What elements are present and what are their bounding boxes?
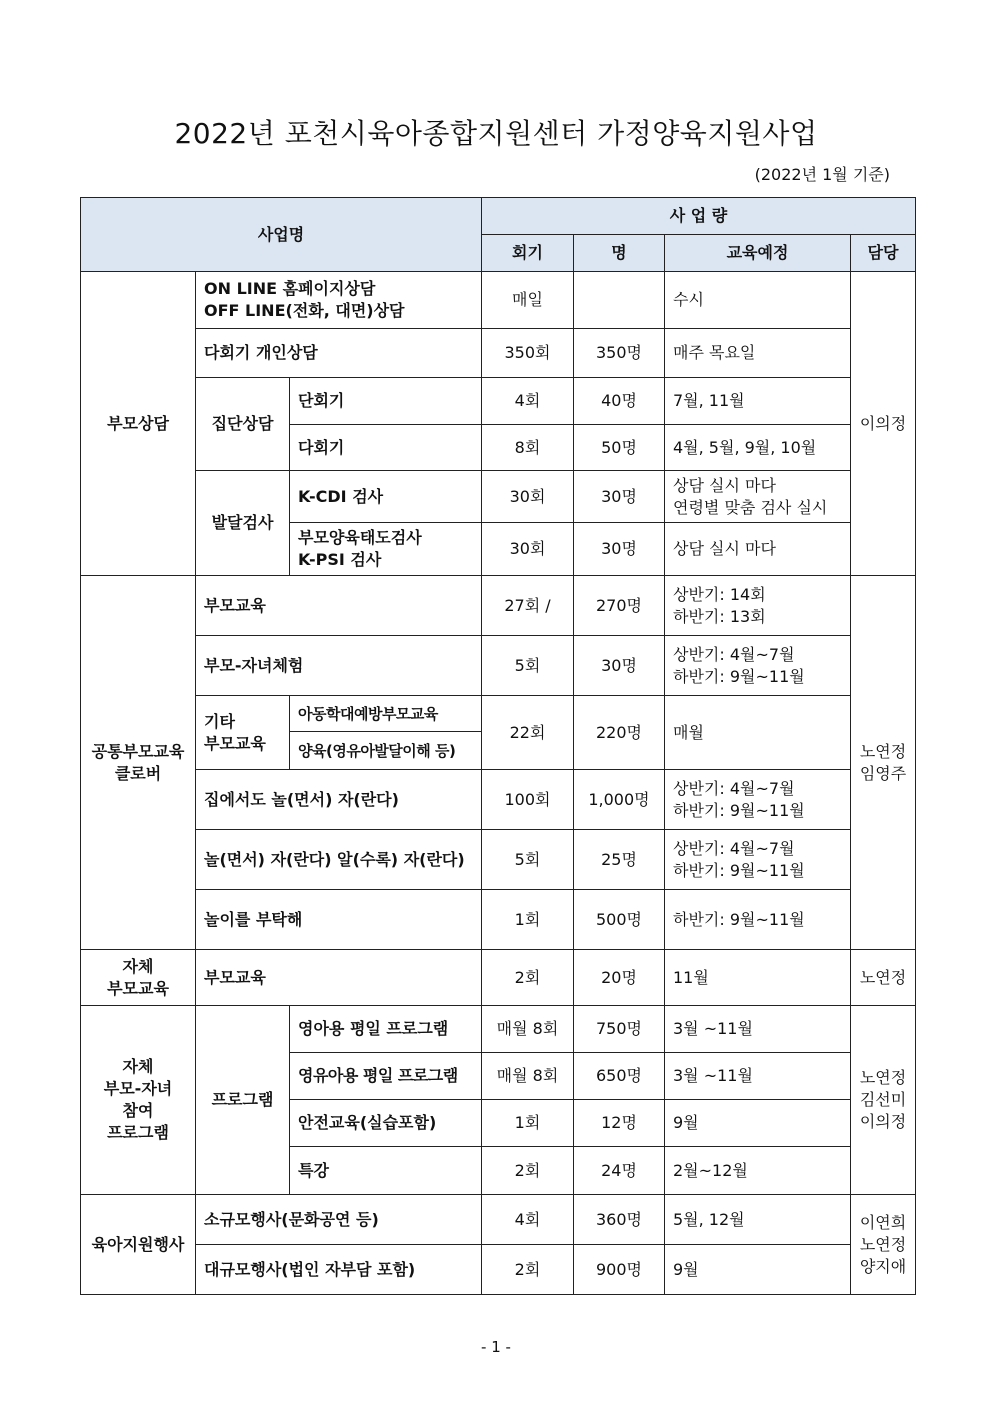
item-name: 대규모행사(법인 자부담 포함) [196,1245,482,1295]
section-label-events: 육아지원행사 [81,1195,196,1295]
item-name: K-CDI 검사 [290,471,482,523]
item-schedule: 매월 [665,696,851,770]
item-sessions: 2회 [482,950,574,1006]
item-sessions: 8회 [482,425,574,471]
date-basis: (2022년 1월 기준) [754,165,890,184]
item-name: 부모교육 [196,576,482,636]
item-name: 소규모행사(문화공연 등) [196,1195,482,1245]
item-sessions: 30회 [482,471,574,523]
table-row [81,471,916,523]
item-name: ON LINE 홈페이지상담 OFF LINE(전화, 대면)상담 [196,272,482,329]
item-name: 부모교육 [196,950,482,1006]
item-sessions: 27회 / [482,576,574,636]
item-sessions: 4회 [482,1195,574,1245]
header-row-1 [81,198,916,235]
item-name: 양육(영유아발달이해 등) [290,732,482,770]
header-volume: 사 업 량 [482,198,916,235]
item-sessions: 매일 [482,272,574,329]
item-people: 360명 [574,1195,665,1245]
item-people: 270명 [574,576,665,636]
document-title: 2022년 포천시육아종합지원센터 가정양육지원사업 [174,117,818,150]
section-label-self-program: 자체 부모-자녀 참여 프로그램 [81,1006,196,1195]
table-row [81,1245,916,1295]
business-table [80,197,916,1295]
item-sessions: 매월 8회 [482,1053,574,1100]
table-row [81,950,916,1006]
item-people: 30명 [574,471,665,523]
item-schedule: 3월 ~11월 [665,1053,851,1100]
item-schedule: 수시 [665,272,851,329]
item-name: 부모-자녀체험 [196,636,482,696]
item-schedule: 상반기: 14회 하반기: 13회 [665,576,851,636]
item-name: 아동학대예방부모교육 [290,696,482,732]
subgroup-group-counsel: 집단상담 [196,378,290,471]
item-name: 놀이를 부탁해 [196,890,482,950]
manager-self-edu: 노연정 [851,950,916,1006]
item-schedule: 11월 [665,950,851,1006]
manager-events: 이연희 노연정 양지애 [851,1195,916,1295]
item-schedule: 상반기: 4월~7월 하반기: 9월~11월 [665,770,851,830]
item-people: 24명 [574,1147,665,1195]
item-people: 30명 [574,523,665,576]
item-schedule: 상담 실시 마다 연령별 맞춤 검사 실시 [665,471,851,523]
item-people: 50명 [574,425,665,471]
header-sessions: 회기 [482,235,574,272]
manager-parent-counsel: 이의정 [851,272,916,576]
item-people: 25명 [574,830,665,890]
header-schedule: 교육예정 [665,235,851,272]
item-people [574,272,665,329]
item-name: 다회기 개인상담 [196,329,482,378]
item-schedule: 하반기: 9월~11월 [665,890,851,950]
item-people: 30명 [574,636,665,696]
table-row [81,696,916,732]
item-name: 영아용 평일 프로그램 [290,1006,482,1053]
header-manager: 담당 [851,235,916,272]
item-sessions: 1회 [482,890,574,950]
item-people: 20명 [574,950,665,1006]
table-row [81,770,916,830]
item-schedule: 9월 [665,1245,851,1295]
item-sessions: 22회 [482,696,574,770]
subgroup-other-edu: 기타 부모교육 [196,696,290,770]
item-people: 1,000명 [574,770,665,830]
item-sessions: 350회 [482,329,574,378]
item-people: 900명 [574,1245,665,1295]
item-sessions: 5회 [482,830,574,890]
section-label-parent-counsel: 부모상담 [81,272,196,576]
table-row [81,378,916,425]
item-people: 40명 [574,378,665,425]
item-name: 영유아용 평일 프로그램 [290,1053,482,1100]
item-name: 부모양육태도검사 K-PSI 검사 [290,523,482,576]
table-row [81,576,916,636]
item-schedule: 상반기: 4월~7월 하반기: 9월~11월 [665,636,851,696]
section-label-common-edu: 공통부모교육 클로버 [81,576,196,950]
item-name: 다회기 [290,425,482,471]
manager-common-edu: 노연정 임영주 [851,576,916,950]
subgroup-program: 프로그램 [196,1006,290,1195]
table-row [81,1195,916,1245]
item-schedule: 9월 [665,1100,851,1147]
item-sessions: 2회 [482,1245,574,1295]
item-sessions: 매월 8회 [482,1006,574,1053]
table-row [81,636,916,696]
item-name: 단회기 [290,378,482,425]
item-people: 12명 [574,1100,665,1147]
item-schedule: 7월, 11월 [665,378,851,425]
item-sessions: 1회 [482,1100,574,1147]
item-schedule: 4월, 5월, 9월, 10월 [665,425,851,471]
item-name: 놀(면서) 자(란다) 알(수록) 자(란다) [196,830,482,890]
item-schedule: 3월 ~11월 [665,1006,851,1053]
item-people: 650명 [574,1053,665,1100]
item-schedule: 상반기: 4월~7월 하반기: 9월~11월 [665,830,851,890]
item-sessions: 5회 [482,636,574,696]
table-row [81,830,916,890]
item-sessions: 2회 [482,1147,574,1195]
item-name: 특강 [290,1147,482,1195]
page-number: - 1 - [481,1338,511,1356]
item-people: 750명 [574,1006,665,1053]
item-sessions: 4회 [482,378,574,425]
item-schedule: 5월, 12월 [665,1195,851,1245]
manager-self-program: 노연정 김선미 이의정 [851,1006,916,1195]
item-sessions: 30회 [482,523,574,576]
table-row [81,1006,916,1053]
item-people: 220명 [574,696,665,770]
table-row [81,329,916,378]
header-people: 명 [574,235,665,272]
subgroup-dev-test: 발달검사 [196,471,290,576]
item-name: 안전교육(실습포함) [290,1100,482,1147]
item-schedule: 매주 목요일 [665,329,851,378]
item-name: 집에서도 놀(면서) 자(란다) [196,770,482,830]
header-business-name: 사업명 [81,198,482,272]
table-row [81,890,916,950]
table-row [81,272,916,329]
item-schedule: 2월~12월 [665,1147,851,1195]
section-label-self-edu: 자체 부모교육 [81,950,196,1006]
item-people: 350명 [574,329,665,378]
item-sessions: 100회 [482,770,574,830]
item-people: 500명 [574,890,665,950]
item-schedule: 상담 실시 마다 [665,523,851,576]
